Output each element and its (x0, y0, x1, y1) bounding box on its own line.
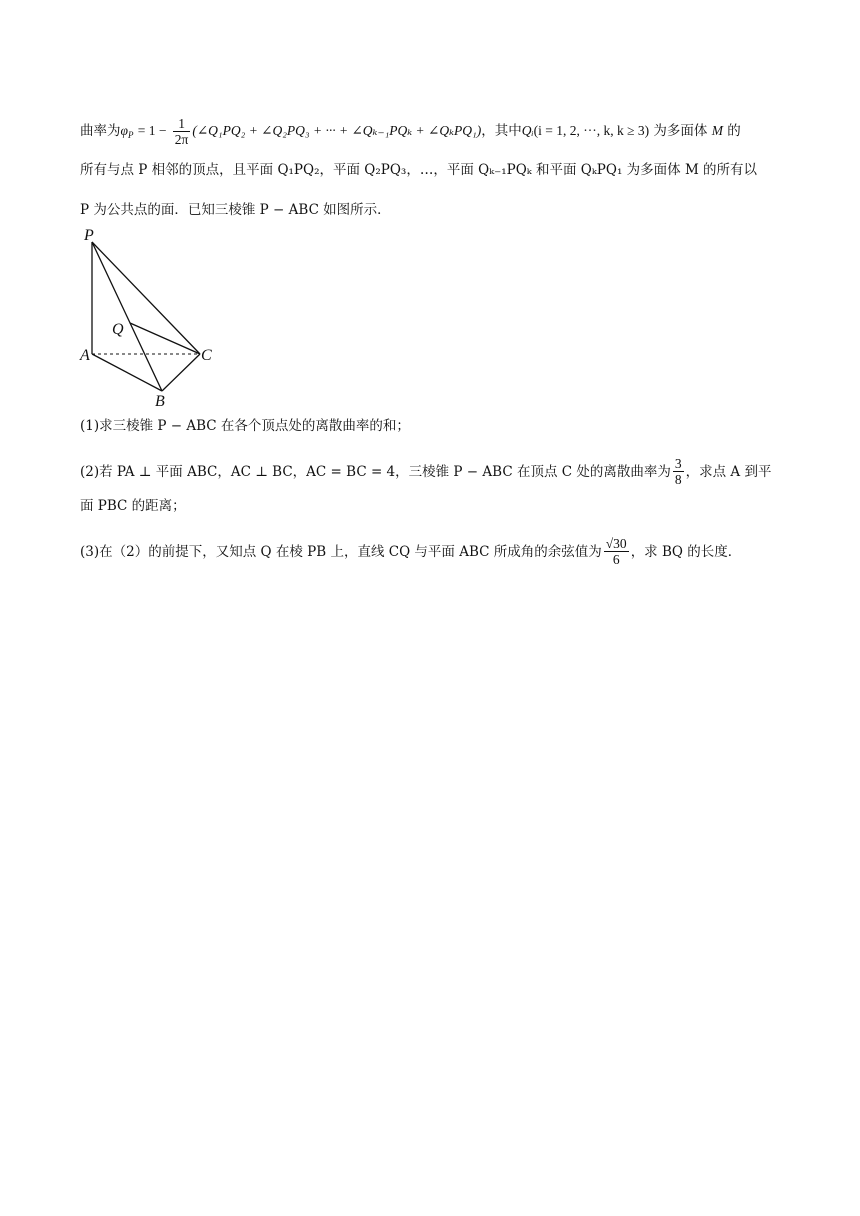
label-B: B (155, 393, 165, 406)
question-1: (1)求三棱锥 P − ABC 在各个顶点处的离散曲率的和； (80, 418, 410, 434)
where-clause: ，其中 (481, 123, 522, 139)
intro-line-2: 所有与点 P 相邻的顶点，且平面 Q₁PQ₂，平面 Q₂PQ₃，…，平面 Qₖ₋₁PQₖ 和平面 QₖPQ₁ 为多面体 M 的所有以 (80, 162, 758, 178)
fraction-denominator: 8 (674, 472, 682, 487)
intro-tail-2: 的 (727, 123, 741, 139)
polyhedron-M: M (711, 123, 723, 138)
angle-sum-expression: (∠Q₁PQ₂ + ∠Q₂PQ₃ + ··· + ∠Qₖ₋₁PQₖ + ∠QₖPQ₁) (192, 123, 482, 138)
phi-symbol: φ (120, 123, 128, 138)
question-2-line-2: 面 PBC 的距离； (80, 498, 186, 514)
label-Q: Q (112, 321, 124, 338)
phi-subscript: P (127, 130, 134, 140)
edge-PC (92, 242, 200, 354)
intro-prefix: 曲率为 (80, 123, 121, 139)
fraction-sqrt30-over-6 (604, 536, 629, 567)
intro-tail: 为多面体 (653, 123, 708, 139)
edge-PB (92, 242, 162, 391)
fraction-numerator: 1 (173, 116, 191, 132)
index-range: (i = 1, 2, ···, k, k ≥ 3) (533, 123, 650, 138)
fraction-1-over-2pi (173, 116, 191, 147)
fraction-denominator: 6 (612, 552, 620, 567)
question-2-line-1 (80, 456, 780, 487)
label-C: C (201, 347, 212, 364)
fraction-denominator: 2π (174, 132, 189, 147)
fraction-numerator: √30 (605, 536, 627, 551)
edge-AB (92, 354, 162, 391)
label-A: A (80, 347, 90, 364)
segment-QC (130, 323, 200, 354)
question-2-tail: ，求点 A 到平 (685, 463, 772, 480)
one-minus: = 1 − (137, 123, 167, 138)
qi-symbol: Qᵢ (521, 123, 534, 138)
edge-BC (162, 354, 200, 391)
intro-line-3: P 为公共点的面．已知三棱锥 P − ABC 如图所示． (80, 202, 391, 218)
fraction-3-over-8 (673, 456, 684, 487)
fraction-numerator: 3 (674, 456, 682, 471)
question-3-text: (3)在（2）的前提下，又知点 Q 在棱 PB 上，直线 CQ 与平面 ABC 所成角的余弦值为 (80, 543, 602, 560)
label-P: P (84, 227, 94, 244)
question-3-tail: ，求 BQ 的长度． (630, 543, 742, 560)
question-2-text: (2)若 PA ⊥ 平面 ABC，AC ⊥ BC，AC = BC = 4，三棱锥 P − ABC 在顶点 C 处的离散曲率为 (80, 463, 671, 480)
pyramid-figure (74, 226, 214, 406)
intro-line-1 (80, 116, 780, 147)
question-3 (80, 536, 780, 567)
